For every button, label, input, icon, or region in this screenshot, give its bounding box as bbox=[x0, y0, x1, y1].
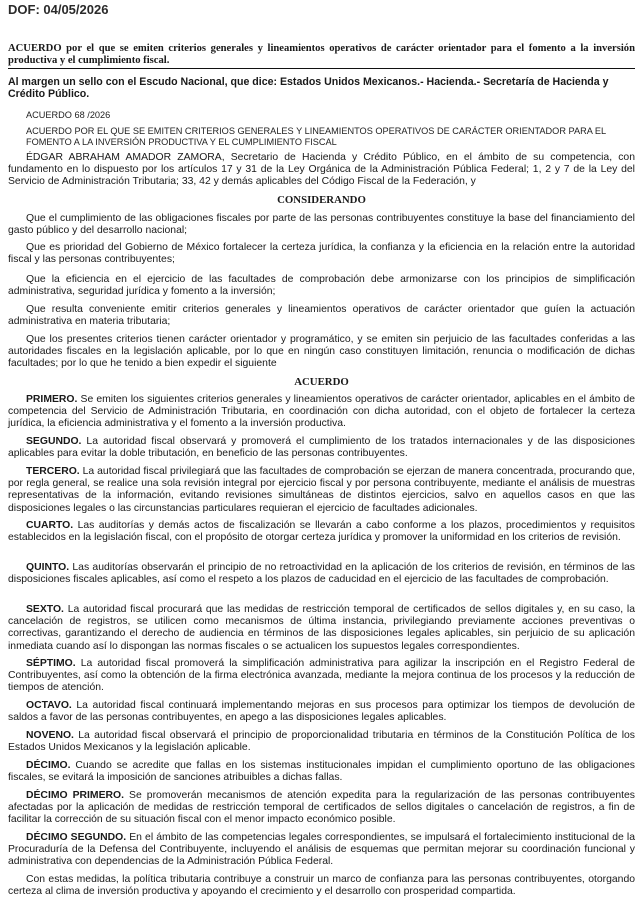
articulo-text: Se emiten los siguientes criterios generales y lineamientos operativos de carácter orientador, aplicables en el ámbito de competencia del Servicio de Administración Tributaria, en coordinación con dicha autoridad, con el objeto de fortalecer la certeza jurídica, la eficiencia administrativa y el fomento a la inversión productiva. bbox=[8, 394, 635, 430]
articulo-decimo-primero bbox=[8, 790, 635, 827]
articulo-lead: SEXTO. bbox=[26, 604, 64, 615]
articulo-text: Las auditorías observarán el principio de no retroactividad en la aplicación de los criterios de revisión, en términos de las disposiciones fiscales aplicables, así como el respeto a los plazos de caducidad en el ejercicio de las facultades de comprobación. bbox=[8, 562, 635, 586]
articulo-tercero bbox=[8, 466, 635, 515]
articulo-quinto bbox=[8, 562, 635, 586]
articulo-octavo bbox=[8, 700, 635, 724]
articulo-text: La autoridad fiscal procurará que las medidas de restricción temporal de certificados de sellos digitales y, en su caso, la cancelación de registros, se utilicen como mecanismos de última instancia, privilegiando previamente acciones preventivas o correctivas, garantizando el derecho de audiencia en términos de las disposiciones legales aplicables, sin perjuicio de su aplicación inmediata cuando así lo dispongan las normas fiscales o se actualicen los supuestos legales correspondientes. bbox=[8, 604, 635, 652]
considerando-4: Que resulta conveniente emitir criterios generales y lineamientos operativos de carácter orientador que guíen la actuación administrativa en materia tributaria; bbox=[8, 304, 635, 328]
considerando-heading: CONSIDERANDO bbox=[277, 194, 366, 206]
acuerdo-caption: ACUERDO POR EL QUE SE EMITEN CRITERIOS GENERALES Y LINEAMIENTOS OPERATIVOS DE CARÁCTER ORIENTADOR PARA EL FOMENTO A LA INVERSIÓN PRODUCTIVA Y EL CUMPLIMIENTO FISCAL bbox=[26, 126, 606, 147]
articulo-text: La autoridad fiscal observará y promoverá el cumplimiento de los tratados internacionales y de las disposiciones aplicables para evitar la doble tributación, en beneficio de las personas contribuyentes. bbox=[8, 436, 635, 460]
articulo-noveno bbox=[8, 730, 635, 754]
considerando-1: Que el cumplimiento de las obligaciones fiscales por parte de las personas contribuyentes constituye la base del financiamiento del gasto público y del desarrollo nacional; bbox=[8, 213, 635, 237]
articulo-text: La autoridad fiscal observará el principio de proporcionalidad tributaria en términos de la Constitución Política de los Estados Unidos Mexicanos y la legislación aplicable. bbox=[8, 730, 635, 754]
acuerdo-heading: ACUERDO bbox=[294, 376, 349, 388]
articulo-decimo bbox=[8, 760, 635, 784]
dof-date: DOF: 04/05/2026 bbox=[8, 2, 109, 17]
considerando-2: Que es prioridad del Gobierno de México fortalecer la certeza jurídica, la confianza y la eficiencia en la relación entre la autoridad fiscal y las personas contribuyentes; bbox=[8, 242, 635, 266]
articulo-text: Se promoverán mecanismos de atención expedita para la regularización de las personas contribuyentes afectadas por la aplicación de medidas de restricción temporal de certificados de sellos digitales o cancelación de registros, a fin de facilitar la corrección de su situación fiscal con el menor impacto económico posible. bbox=[8, 790, 635, 826]
articulo-text: Cuando se acredite que fallas en los sistemas institucionales impidan el cumplimiento oportuno de las obligaciones fiscales, se evitará la imposición de sanciones atribuibles a dichas fallas. bbox=[8, 760, 635, 784]
articulo-sexto bbox=[8, 604, 635, 653]
articulo-text: La autoridad fiscal continuará implementando mejoras en sus procesos para optimizar los tiempos de devolución de saldos a favor de las personas contribuyentes, en apego a las disposiciones legales aplicables. bbox=[8, 700, 635, 724]
considerando-5: Que los presentes criterios tienen carácter orientador y programático, y se emiten sin perjuicio de las facultades conferidas a las autoridades fiscales en la legislación aplicable, por lo que en ningún caso constituyen limitación, renuncia o modificación de dichas facultades; por lo que he tenido a bien expedir el siguiente bbox=[8, 334, 635, 370]
articulo-lead: TERCERO. bbox=[26, 466, 80, 477]
articulo-lead: DÉCIMO. bbox=[26, 760, 71, 771]
margin-note: Al margen un sello con el Escudo Nacional, que dice: Estados Unidos Mexicanos.- Hacienda.- Secretaría de Hacienda y Crédito Público. bbox=[8, 76, 609, 100]
acuerdo-number: ACUERDO 68 /2026 bbox=[26, 110, 111, 120]
articulo-lead: SEGUNDO. bbox=[26, 436, 82, 447]
articulo-lead: QUINTO. bbox=[26, 562, 70, 573]
articulo-primero bbox=[8, 394, 635, 431]
articulo-lead: SÉPTIMO. bbox=[26, 658, 76, 669]
considerando-3: Que la eficiencia en el ejercicio de las facultades de comprobación debe armonizarse con los principios de simplificación administrativa, seguridad jurídica y fomento a la inversión; bbox=[8, 274, 635, 298]
articulo-segundo bbox=[8, 436, 635, 460]
articulo-text: En el ámbito de las competencias legales correspondientes, se impulsará el fortalecimiento institucional de la Procuraduría de la Defensa del Contribuyente, incluyendo el análisis de esquemas que permitan mejorar su coordinación funcional y administrativa con dependencias de la Administración Pública Federal. bbox=[8, 832, 635, 868]
articulo-lead: NOVENO. bbox=[26, 730, 74, 741]
articulo-septimo bbox=[8, 658, 635, 695]
articulo-lead: PRIMERO. bbox=[26, 394, 78, 405]
articulo-lead: OCTAVO. bbox=[26, 700, 72, 711]
closing-paragraph: Con estas medidas, la política tributaria contribuye a construir un marco de confianza para las personas contribuyentes, otorgando certeza al clima de inversión productiva y apoyando el crecimiento y el desarrollo con prosperidad compartida. bbox=[8, 874, 635, 898]
articulo-lead: DÉCIMO PRIMERO. bbox=[26, 790, 124, 801]
articulo-decimo-segundo bbox=[8, 832, 635, 869]
document-title: ACUERDO por el que se emiten criterios generales y lineamientos operativos de carácter orientador para el fomento a la inversión productiva y el cumplimiento fiscal. bbox=[8, 43, 635, 69]
articulo-cuarto bbox=[8, 520, 635, 544]
articulo-lead: CUARTO. bbox=[26, 520, 74, 531]
articulo-text: Las auditorías y demás actos de fiscalización se llevarán a cabo conforme a los plazos, procedimientos y requisitos establecidos en la legislación fiscal, con el propósito de otorgar certeza jurídica y promover la uniformidad en los criterios de revisión. bbox=[8, 520, 635, 544]
articulo-text: La autoridad fiscal privilegiará que las facultades de comprobación se ejerzan de manera concentrada, procurando que, por regla general, se realice una sola revisión integral por ejercicio fiscal y por persona contribuyente, mediante el análisis de muestras representativas de la información, evitando revisiones simultáneas de distintos ejercicios, salvo en aquellos casos en que las disposiciones legales o las circunstancias particulares requieran el ejercicio de facultades adicionales. bbox=[8, 466, 635, 514]
articulo-lead: DÉCIMO SEGUNDO. bbox=[26, 832, 127, 843]
articulo-text: La autoridad fiscal promoverá la simplificación administrativa para agilizar la inscripción en el Registro Federal de Contribuyentes, así como la obtención de la firma electrónica avanzada, mediante la mejora continua de los procesos y la reducción de tiempos de atención. bbox=[8, 658, 635, 694]
intro-paragraph: ÉDGAR ABRAHAM AMADOR ZAMORA, Secretario de Hacienda y Crédito Público, en el ámbito de su competencia, con fundamento en lo dispuesto por los artículos 17 y 31 de la Ley Orgánica de la Administración Pública Federal; 1, 2 y 7 de la Ley del Servicio de Administración Tributaria; 33, 42 y demás aplicables del Código Fiscal de la Federación, y bbox=[8, 152, 635, 188]
